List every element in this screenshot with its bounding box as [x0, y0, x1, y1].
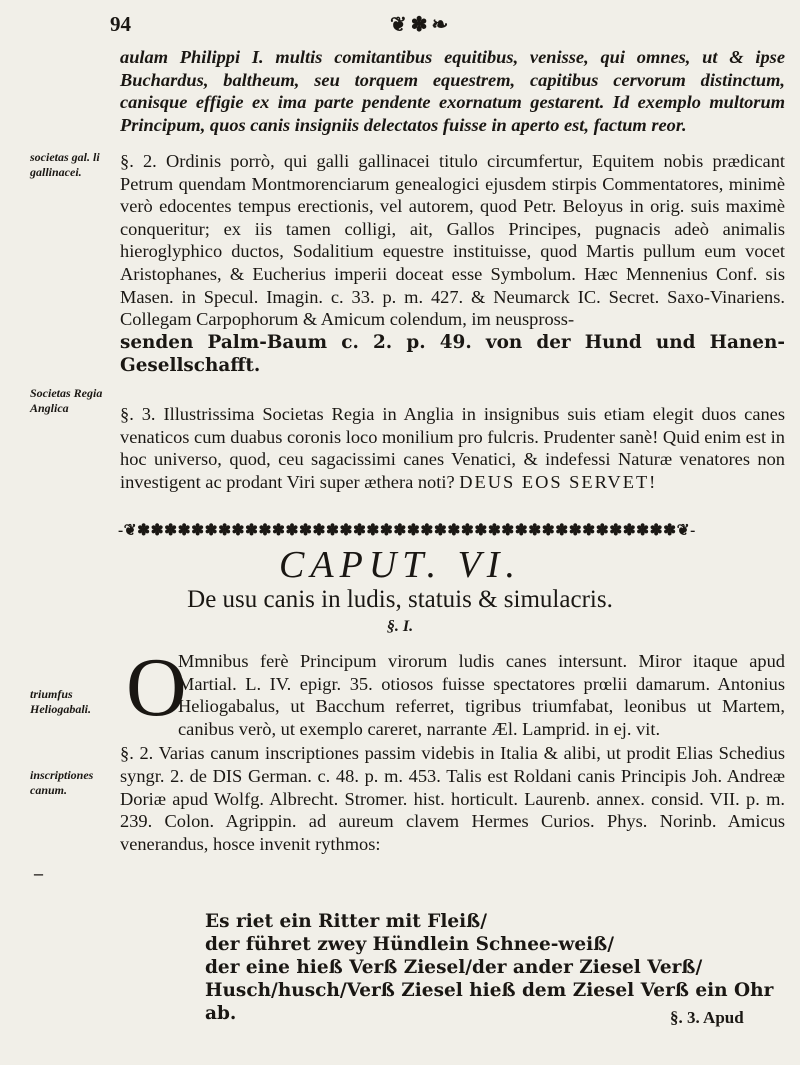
page-number: 94 — [110, 12, 131, 36]
verse-line: Husch/husch/Verß Ziesel hieß dem Ziesel Verß ein Ohr ab. — [205, 980, 774, 1024]
paragraph-section-1 — [120, 650, 785, 855]
paragraph-text: aulam Philippi I. multis comitantibus equitibus, venisse, qui omnes, ut & ipse Buchardus, baltheum, seu torquem equestrem, capitibus cervorum distinctum, canisque effigie ex ima parte pendente exornatum gestarent. Id exemplo multorum Principum, quos canis insigniis delectatos fuisse in aperto est, factum reor. — [120, 47, 785, 135]
verse-line: Es riet ein Ritter mit Fleiß/ — [205, 911, 487, 932]
paragraph-text: Mmnibus ferè Principum virorum ludis canes intersunt. Miror itaque apud Martial. L. IV. epigr. 35. otiosos fuisse spectatores prœlii damarum. Antonius Heliogabalus, ut Bacchum referret, tigribus triumfabat, leonibus ut Martem, canibus verò, ut exemplo careret, narrante Æl. Lamprid. in ej. vit. — [178, 651, 785, 739]
margin-note-societas-regia: Societas Regia Anglica — [30, 386, 103, 415]
chapter-subtitle: De usu canis in ludis, statuis & simulacris. — [187, 586, 613, 613]
verse-line: der führet zwey Hündlein Schnee-weiß/ — [205, 934, 614, 955]
paragraph-section-3 — [120, 403, 785, 493]
closing-exclamation: DEUS EOS SERVET! — [459, 471, 658, 492]
section-number: §. 3. — [120, 404, 156, 424]
paragraph-continuation — [120, 46, 785, 136]
paragraph-section-2 — [120, 150, 785, 378]
margin-note-inscriptiones: inscriptiones canum. — [30, 768, 94, 797]
paragraph-text: Varias canum inscriptiones passim videbis in Italia & alibi, ut prodit Elias Schedius syngr. 2. de DIS German. c. 48. p. m. 453. Talis est Roldani canis Principis Joh. Andreæ Doriæ apud Wolfg. Albrecht. Stromer. hist. horticult. Laurenb. annex. consid. VII. p. m. 239. Colon. Agrippin. ad aureum clavem Hermes Curios. Phys. Norinb. Amicus venerandus, hosce invenit rythmos: — [120, 743, 786, 854]
header-ornament: ❦✽❧ — [390, 14, 453, 36]
margin-dash: – — [34, 863, 43, 883]
section-number: §. 2. — [120, 151, 157, 171]
ornamental-divider: -❦✽✽✽✽✽✽✽✽✽✽✽✽✽✽✽✽✽✽✽✽✽✽✽✽✽✽✽✽✽✽✽✽✽✽✽✽✽✽✽✽❦- — [118, 522, 696, 539]
drop-cap: O — [126, 641, 187, 734]
margin-note-triumfus: triumfus Heliogabali. — [30, 687, 91, 716]
paragraph-text: Ordinis porrò, qui galli gallinacei titulo circumfertur, Equitem nobis prædicant Petrum quendam Montmorenciarum genealogici ejusdem stirpis Commentatores, minimè verò edocentes tempus erectionis, vel autorem, quod Petr. Beloyus in orig. suis maximè conqueritur; ex iis tamen colligi, ait, Gallos Principes, pugnacis adeò animalis hieroglyphico ductos, Sodalitium equestre instituisse, quod Martis pullum eum vocet Aristophanes, & Eucherius imperii doceat esse Symbolum. Hæc Mennenius Conf. sis Masen. in Specul. Imagin. c. 33. p. m. 427. & Neumarck IC. Secret. Saxo-Vinariens. Collegam Carpophorum & Amicum colendum, im neuspross- — [120, 151, 785, 330]
catchword: §. 3. Apud — [670, 1008, 744, 1027]
margin-note-societas-galli: societas gal. li gallinacei. — [30, 150, 100, 179]
chapter-title: CAPUT. VI. — [279, 544, 521, 586]
fraktur-line: senden Palm-Baum c. 2. p. 49. von der Hund und Hanen-Gesellschafft. — [120, 331, 785, 377]
section-heading: §. I. — [386, 618, 414, 635]
paragraph-text: Illustrissima Societas Regia in Anglia in insignibus suis etiam elegit duos canes venaticos cum duabus coronis loco monilium pro fulcris. Prudenter sanè! Quid enim est in hoc universo, quod, ceu sagacissimi canes Venatici, & indefessi Naturæ venatores non investigent ac prodant Viri super æthera noti? — [120, 404, 785, 492]
section-number: §. 2. — [120, 743, 154, 764]
verse-line: der eine hieß Verß Ziesel/der ander Ziesel Verß/ — [205, 957, 703, 978]
